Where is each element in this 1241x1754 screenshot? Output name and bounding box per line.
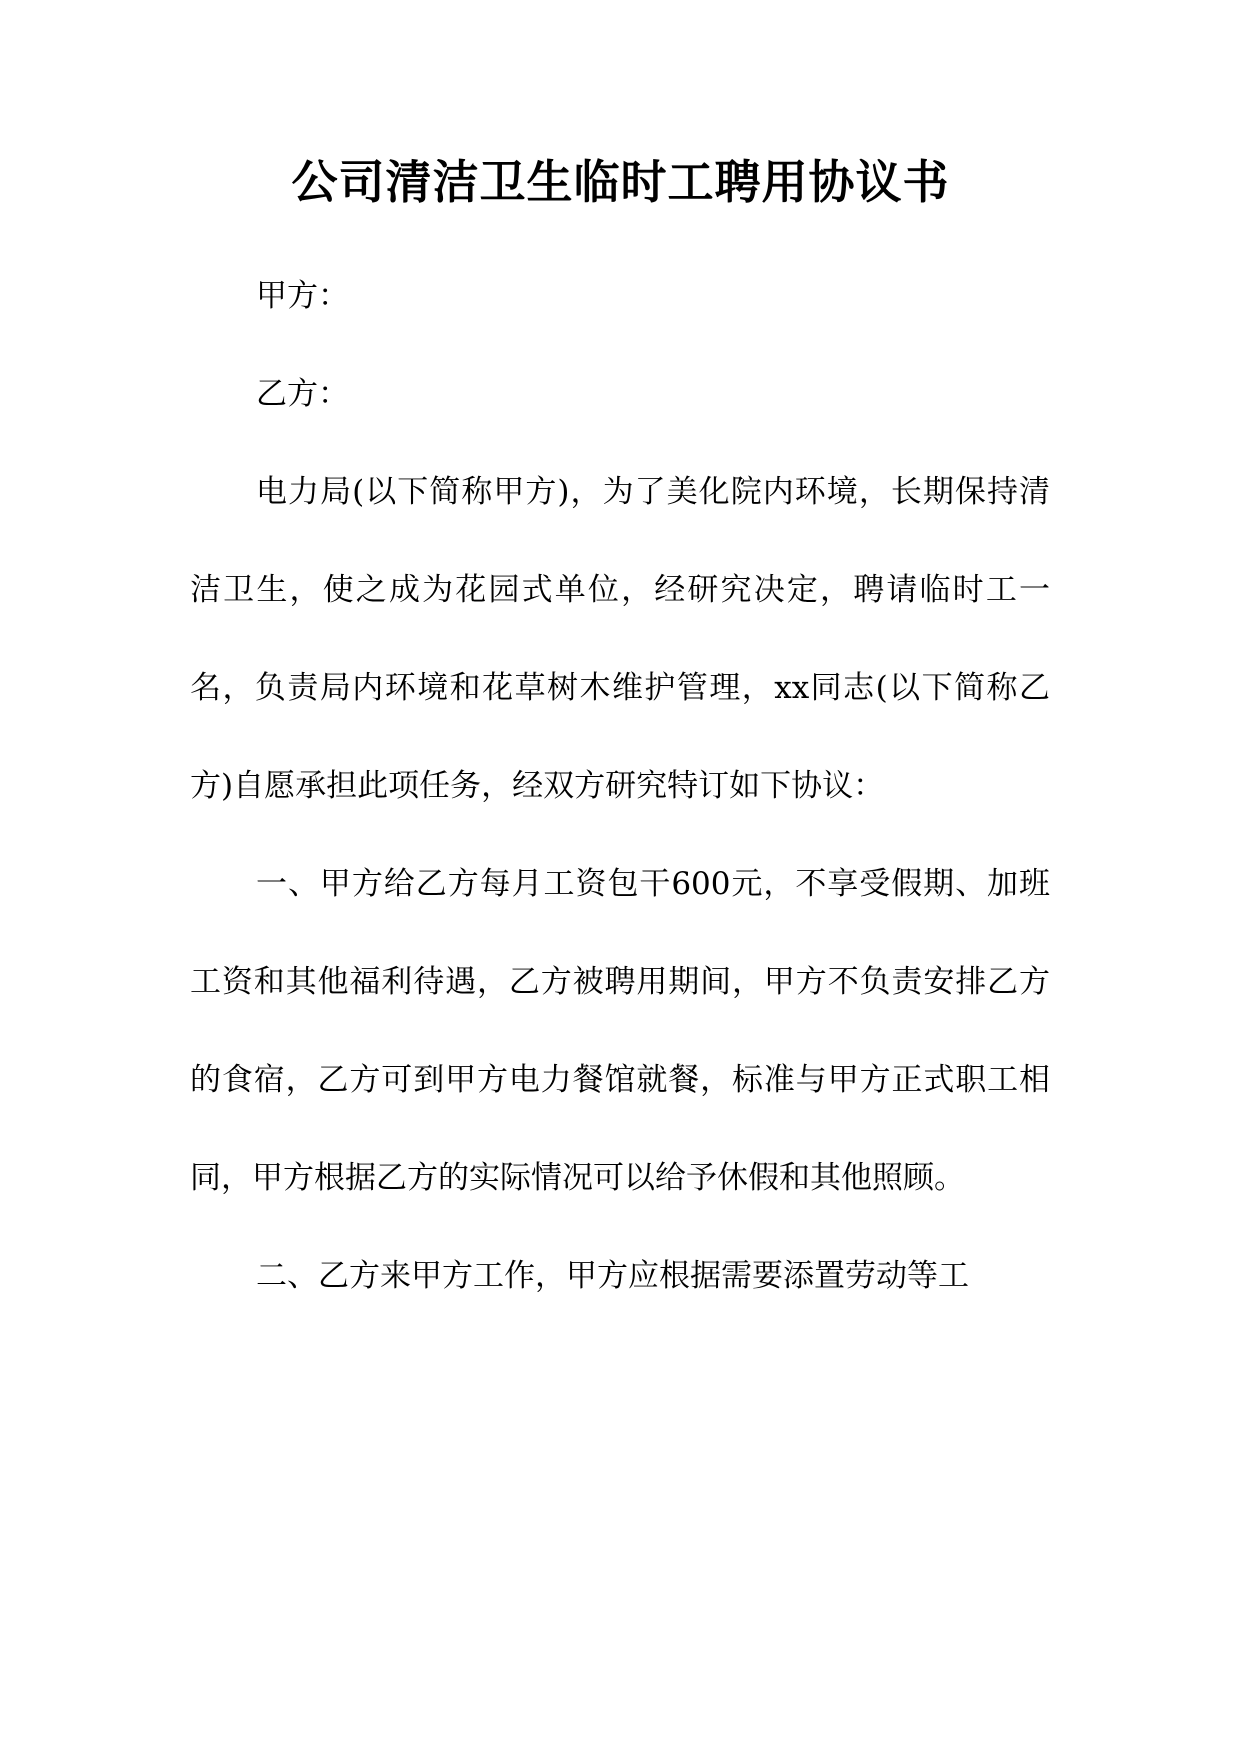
- party-a-line: 甲方：: [256, 278, 349, 314]
- document-body: [190, 247, 1050, 1325]
- intro-paragraph: 电力局(以下简称甲方)，为了美化院内环境，长期保持清洁卫生，使之成为花园式单位，经研究决定，聘请临时工一名，负责局内环境和花草树木维护管理，xx同志(以下简称乙方)自愿承担此项任务，经双方研究特订如下协议：: [190, 474, 1050, 804]
- document-title: 公司清洁卫生临时工聘用协议书: [291, 155, 950, 209]
- clause-2-paragraph: 二、乙方来甲方工作，甲方应根据需要添置劳动等工: [256, 1258, 969, 1294]
- party-b-line: 乙方：: [256, 376, 349, 412]
- clause-1-paragraph: 一、甲方给乙方每月工资包干600元，不享受假期、加班工资和其他福利待遇，乙方被聘用期间，甲方不负责安排乙方的食宿，乙方可到甲方电力餐馆就餐，标准与甲方正式职工相同，甲方根据乙方的实际情况可以给予休假和其他照顾。: [190, 866, 1050, 1196]
